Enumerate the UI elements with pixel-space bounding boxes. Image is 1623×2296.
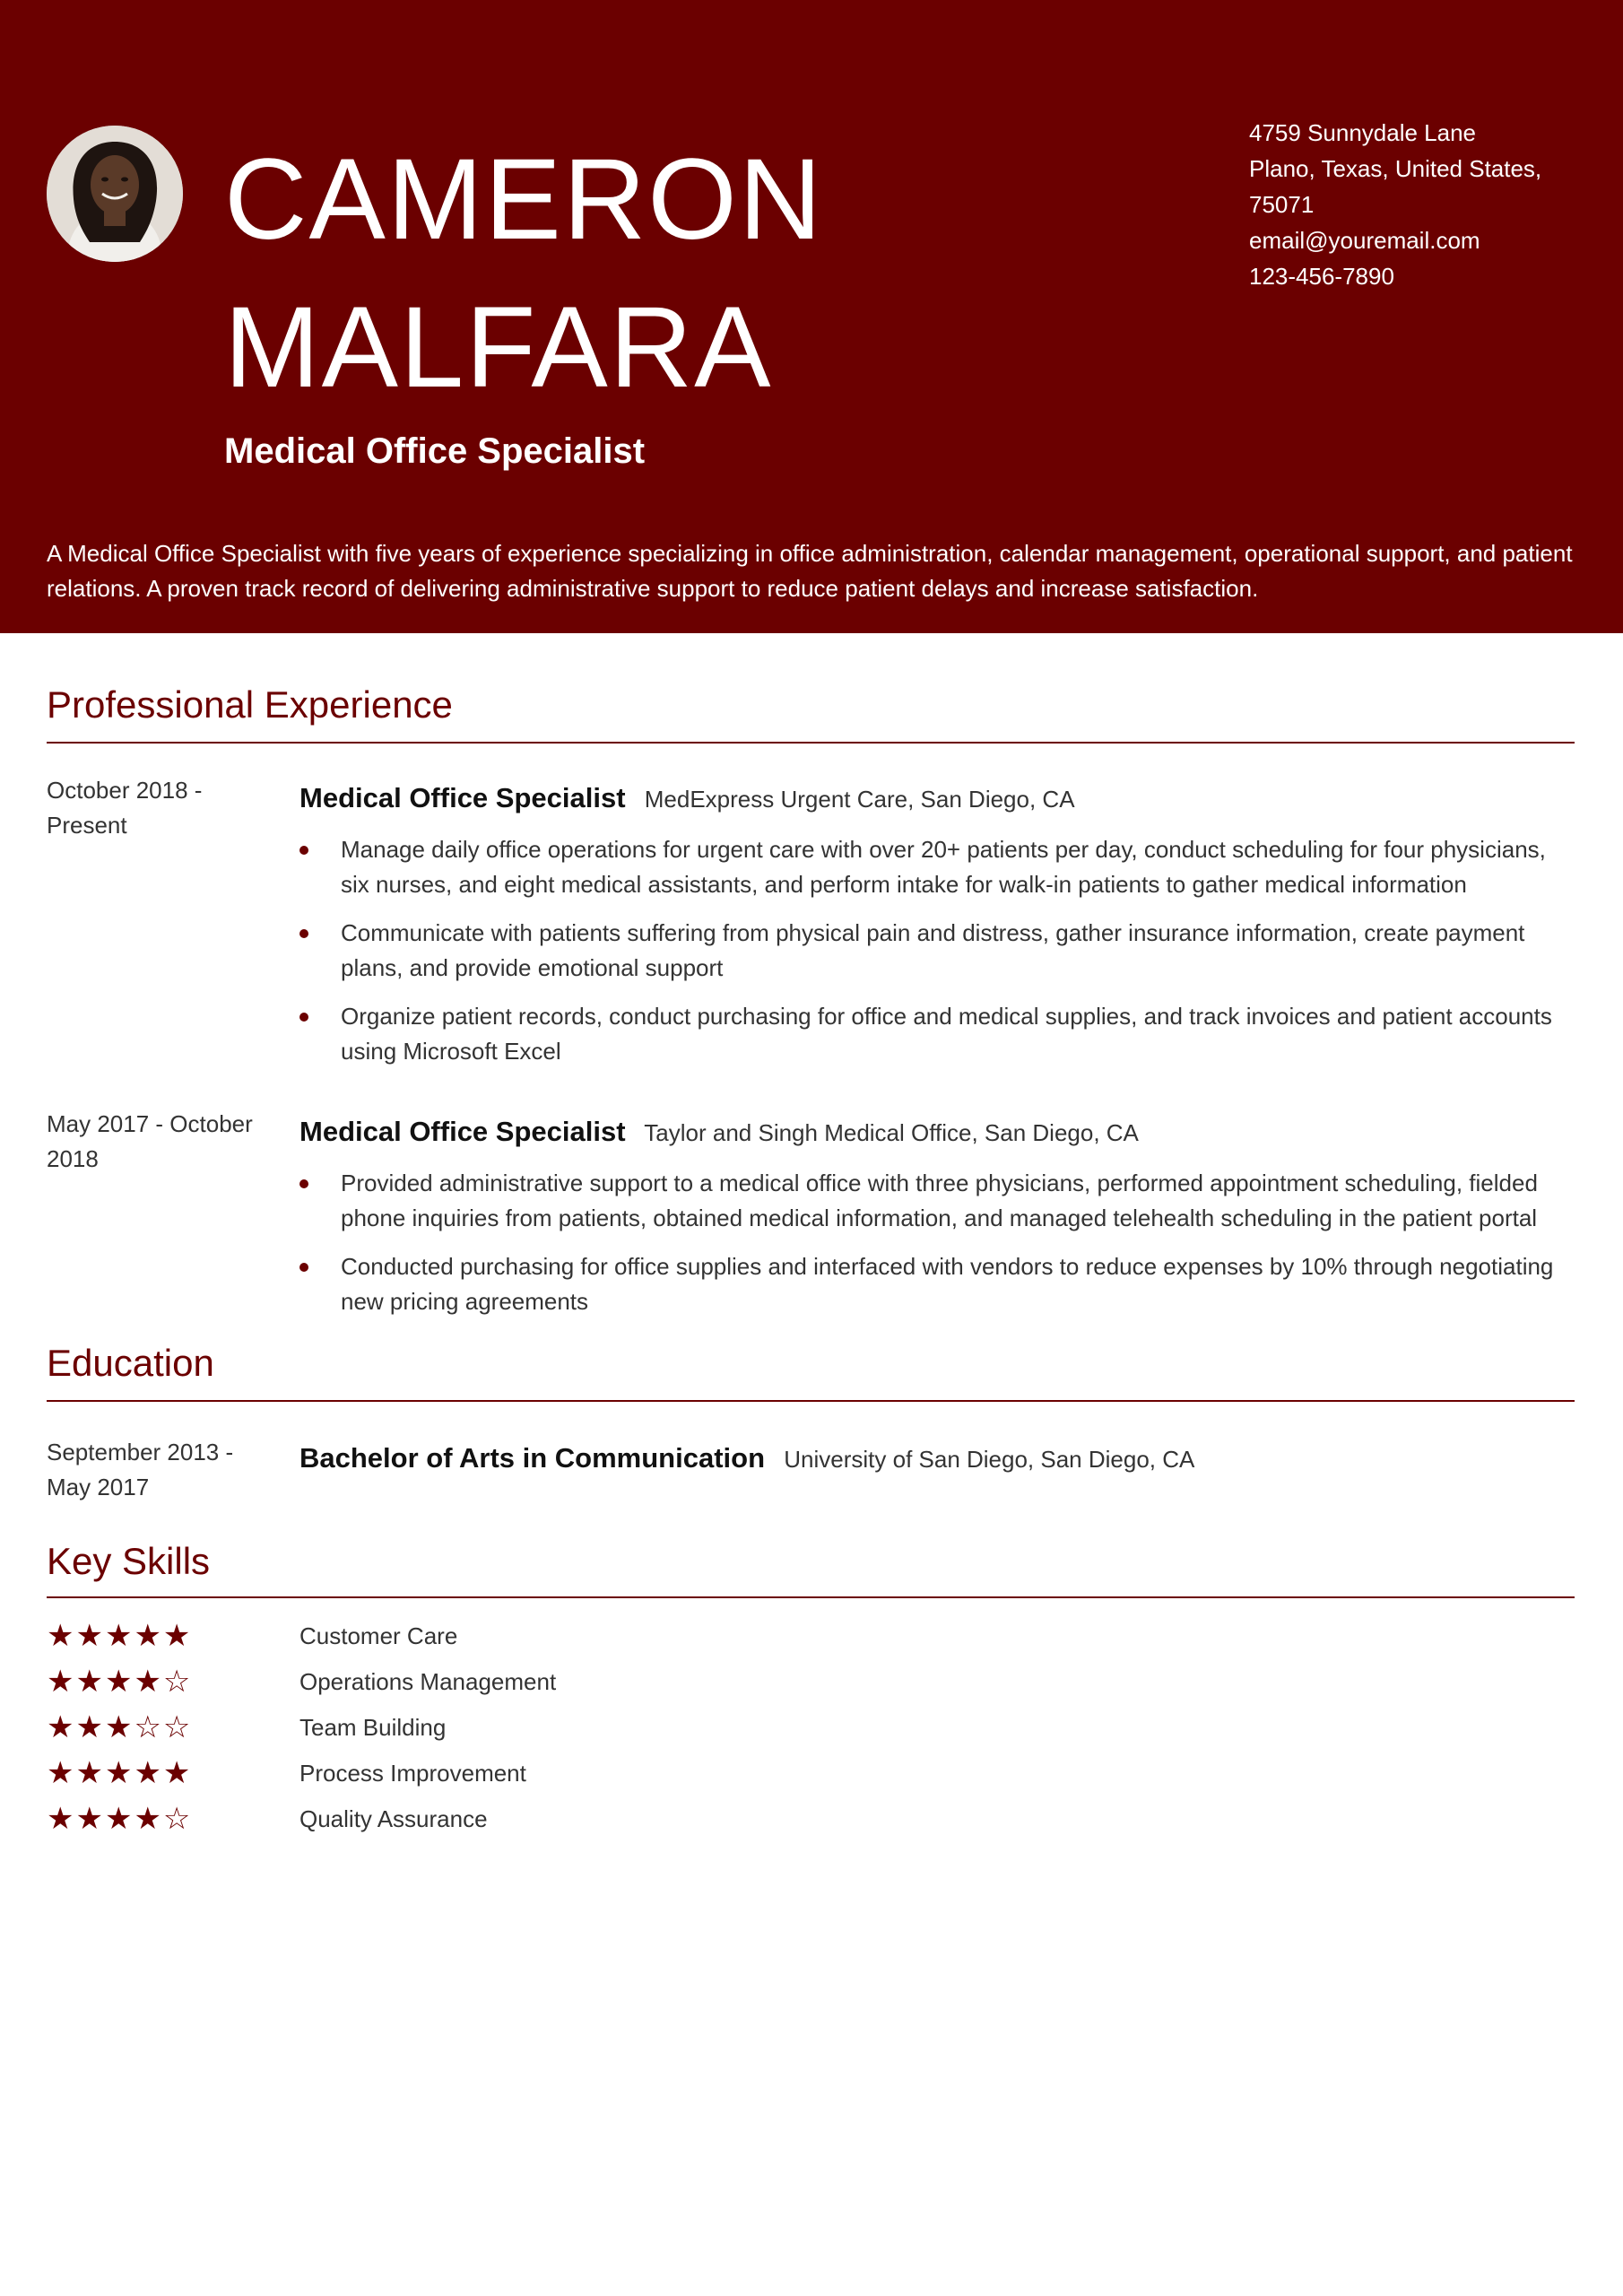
name-second-line: MALFARA (224, 283, 773, 412)
experience-divider (47, 742, 1575, 744)
bullet-item (299, 832, 1573, 902)
job-date: October 2018 - Present (47, 777, 203, 839)
bullet-item (299, 999, 1573, 1069)
experience-heading: Professional Experience (47, 683, 453, 726)
star-rating-icon: ★★★★★ (47, 1755, 193, 1791)
job-heading (299, 1114, 1573, 1151)
contact-block (1249, 115, 1554, 294)
star-rating-icon: ★★★★★ (47, 1618, 193, 1654)
job-bullets (299, 832, 1573, 1083)
bullet-item (299, 1249, 1573, 1319)
job-heading (299, 780, 1573, 817)
name-first-line: CAMERON (224, 135, 824, 264)
skills-divider (47, 1596, 1575, 1598)
star-rating-icon: ★★★☆☆ (47, 1709, 193, 1745)
bullet-text: Provided administrative support to a medical office with three physicians, performed appointment scheduling, fielded phone inquiries from patients, obtained medical information, and managed telehealth scheduling in the patient portal (341, 1170, 1538, 1231)
job-organization: MedExpress Urgent Care, San Diego, CA (644, 786, 1075, 813)
job-bullets (299, 1166, 1573, 1333)
skill-name: Operations Management (299, 1668, 557, 1695)
bullet-text: Organize patient records, conduct purchasing for office and medical supplies, and track invoices and patient accounts using Microsoft Excel (341, 1003, 1552, 1065)
skill-row (47, 1618, 943, 1654)
education-heading-line (299, 1440, 1573, 1477)
bullet-dot-icon (299, 1013, 308, 1022)
job-title: Medical Office Specialist (299, 782, 626, 813)
job-organization: Taylor and Singh Medical Office, San Diego, CA (644, 1119, 1139, 1146)
education-heading: Education (47, 1342, 214, 1384)
avatar (47, 126, 183, 262)
skill-row (47, 1709, 943, 1745)
job-title: Medical Office Specialist (299, 1116, 626, 1147)
education-date: September 2013 - May 2017 (47, 1439, 234, 1500)
bullet-text: Conducted purchasing for office supplies and interfaced with vendors to reduce expenses by 10% through negotiating new pricing agreements (341, 1253, 1554, 1315)
skill-name: Customer Care (299, 1622, 458, 1649)
skill-name: Quality Assurance (299, 1805, 488, 1832)
address-line-1: 4759 Sunnydale Lane (1249, 119, 1477, 146)
star-rating-icon: ★★★★☆ (47, 1664, 193, 1700)
bullet-text: Communicate with patients suffering from physical pain and distress, gather insurance information, create payment plans, and provide emotional support (341, 919, 1525, 981)
bullet-dot-icon (299, 1179, 308, 1188)
summary-paragraph: A Medical Office Specialist with five years of experience specializing in office administration, calendar management, operational support, and patient relations. A proven track record of delivering administrative support to reduce patient delays and increase satisfaction. (47, 540, 1573, 602)
bullet-item (299, 1166, 1573, 1236)
skill-name: Process Improvement (299, 1760, 526, 1787)
bullet-text: Manage daily office operations for urgent care with over 20+ patients per day, conduct scheduling for four physicians, six nurses, and eight medical assistants, and perform intake for walk-in patients to gather medical information (341, 836, 1546, 898)
skills-heading: Key Skills (47, 1540, 211, 1582)
skill-row (47, 1801, 943, 1837)
bullet-dot-icon (299, 846, 308, 855)
star-rating-icon: ★★★★☆ (47, 1801, 193, 1837)
degree-title: Bachelor of Arts in Communication (299, 1442, 766, 1474)
job-title: Medical Office Specialist (224, 431, 646, 471)
address-line-2: Plano, Texas, United States, (1249, 155, 1542, 182)
job-date: May 2017 - October 2018 (47, 1110, 253, 1172)
candidate-name (224, 126, 1031, 422)
resume-header (0, 0, 1623, 633)
portrait-photo-icon (47, 126, 183, 262)
bullet-dot-icon (299, 929, 308, 938)
education-divider (47, 1400, 1575, 1402)
email-text: email@youremail.com (1249, 227, 1480, 254)
bullet-dot-icon (299, 1263, 308, 1272)
skill-row (47, 1664, 943, 1700)
school-name: University of San Diego, San Diego, CA (784, 1446, 1195, 1473)
address-line-3: 75071 (1249, 191, 1315, 218)
bullet-item (299, 916, 1573, 986)
phone-text: 123-456-7890 (1249, 263, 1394, 290)
skill-name: Team Building (299, 1714, 447, 1741)
skill-row (47, 1755, 943, 1791)
